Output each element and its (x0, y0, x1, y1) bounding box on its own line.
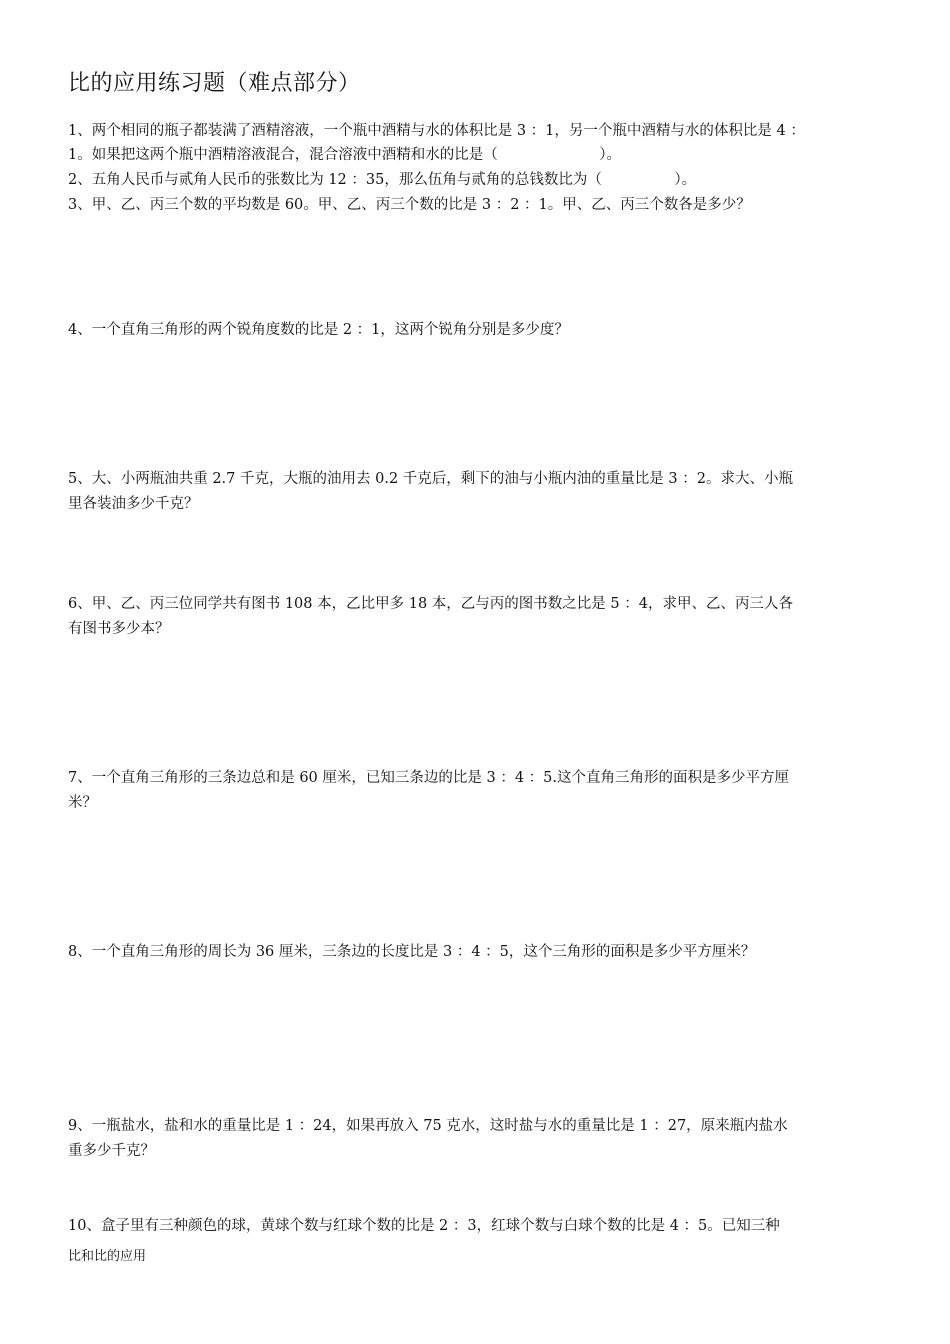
question-1-line-2: 1。如果把这两个瓶中酒精溶液混合，混合溶液中酒精和水的比是（ ）。 (68, 147, 621, 163)
question-5-line-2: 里各装油多少千克？ (68, 496, 199, 512)
page-footer: 比和比的应用 (68, 1249, 147, 1264)
question-1-line-1: 1、两个相同的瓶子都装满了酒精溶液，一个瓶中酒精与水的体积比是 3 ：1，另一个瓶中酒精与水的体积比是 4 ： (68, 123, 805, 139)
question-6-line-2: 有图书多少本？ (68, 621, 170, 637)
question-7-line-1: 7、一个直角三角形的三条边总和是 60 厘米，已知三条边的比是 3 ：4 ：5.这个直角三角形的面积是多少平方厘 (68, 770, 790, 786)
question-8-line-1: 8、一个直角三角形的周长为 36 厘米，三条边的长度比是 3 ：4 ：5，这个三角形的面积是多少平方厘米？ (68, 944, 756, 960)
question-7-line-2: 米？ (68, 795, 97, 811)
question-3-line-1: 3、甲、乙、丙三个数的平均数是 60。甲、乙、丙三个数的比是 3 ：2 ：1。甲、乙、丙三个数各是多少？ (68, 197, 751, 213)
question-9-line-1: 9、一瓶盐水，盐和水的重量比是 1 ：24，如果再放入 75 克水，这时盐与水的重量比是 1 ：27，原来瓶内盐水 (68, 1118, 788, 1134)
question-5-line-1: 5、大、小两瓶油共重 2.7 千克，大瓶的油用去 0.2 千克后，剩下的油与小瓶内油的重量比是 3 ：2。求大、小瓶 (68, 471, 793, 487)
question-6-line-1: 6、甲、乙、丙三位同学共有图书 108 本，乙比甲多 18 本，乙与丙的图书数之比是 5 ：4，求甲、乙、丙三人各 (68, 596, 793, 612)
question-2-line-1: 2、五角人民币与贰角人民币的张数比为 12 ：35，那么伍角与贰角的总钱数比为（ ）。 (68, 172, 697, 188)
question-9-line-2: 重多少千克？ (68, 1143, 155, 1159)
page-title: 比的应用练习题（难点部分） (68, 71, 361, 96)
question-4-line-1: 4、一个直角三角形的两个锐角度数的比是 2 ：1，这两个锐角分别是多少度？ (68, 322, 569, 338)
question-10-line-1: 10、盒子里有三种颜色的球，黄球个数与红球个数的比是 2 ：3，红球个数与白球个数的比是 4 ：5。已知三种 (68, 1218, 780, 1234)
